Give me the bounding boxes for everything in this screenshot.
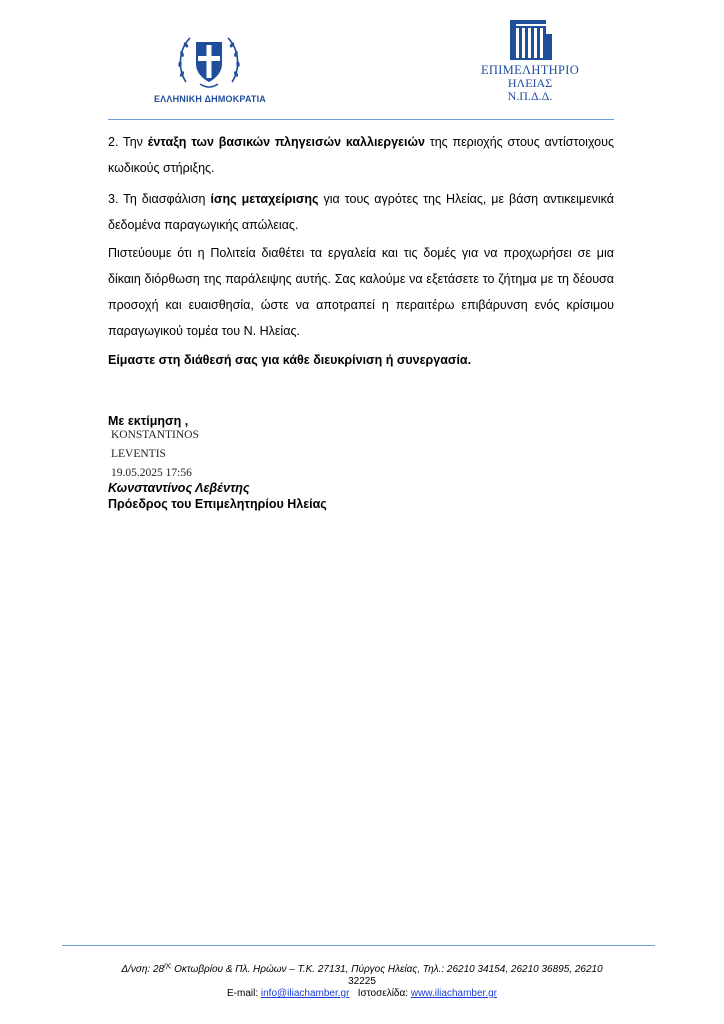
paragraph-item-2	[108, 129, 614, 181]
digital-signature-name2: LEVENTIS	[111, 448, 166, 460]
address-suffix: Οκτωβρίου & Πλ. Ηρώων – Τ.Κ. 27131, Πύργος Ηλείας, Τηλ.: 26210 34154, 26210 36895, 26210	[171, 964, 603, 976]
footer-divider	[62, 945, 655, 946]
p1-bold: ένταξη των βασικών πληγεισών καλλιεργειών	[147, 135, 425, 149]
address-prefix: Δ/νση: 28	[121, 964, 165, 976]
header-divider	[108, 119, 614, 120]
p1-prefix: 2. Την	[108, 135, 148, 149]
digital-signature-timestamp: 19.05.2025 17:56	[111, 467, 192, 479]
paragraph-item-3	[108, 186, 614, 238]
p2-suffix: για τους αγρότες της Ηλείας, με βάση αντικειμενικά δεδομένα παραγωγικής απώλειας.	[108, 192, 614, 232]
greek-republic-emblem	[176, 30, 242, 92]
footer-address-cont: 32225	[348, 976, 376, 987]
p2-bold: ίσης μεταχείρισης	[210, 192, 319, 206]
website-link[interactable]: www.iliachamber.gr	[410, 988, 497, 999]
chamber-name-line2: ΗΛΕΙΑΣ	[507, 76, 553, 90]
chamber-logo	[506, 18, 556, 62]
p2-prefix: 3. Τη διασφάλιση	[108, 192, 211, 206]
signatory-name: Κωνσταντίνος Λεβέντης	[108, 481, 250, 495]
signature-greeting: Με εκτίμηση ,	[108, 414, 189, 428]
footer-contacts	[60, 988, 664, 999]
p1-suffix: της περιοχής στους αντίστοιχους κωδικούς στήριξης.	[108, 135, 614, 175]
chamber-name	[440, 64, 620, 103]
chamber-name-line3: Ν.Π.Δ.Δ.	[507, 89, 553, 103]
paragraph-belief: Πιστεύουμε ότι η Πολιτεία διαθέτει τα εργαλεία και τις δομές για να προχωρήσει σε μια δίκαιη διόρθωση της παράλειψης αυτής. Σας καλούμε να εξετάσετε το ζήτημα με τη δέουσα προσοχή και ευαισθησία, ώστε να αποτραπεί η περαιτέρω επιβάρυνση ενός κρίσιμου παραγωγικού τομέα του Ν. Ηλείας.	[108, 246, 614, 338]
email-link[interactable]: info@iliachamber.gr	[260, 988, 350, 999]
signatory-title: Πρόεδρος του Επιμελητηρίου Ηλείας	[108, 497, 327, 511]
paragraph-availability: Είμαστε στη διάθεσή σας για κάθε διευκρίνιση ή συνεργασία.	[108, 353, 472, 367]
email-label: E-mail:	[226, 988, 261, 999]
digital-signature-name1: KONSTANTINOS	[111, 429, 199, 441]
address-sup: ης	[164, 963, 172, 970]
footer-address	[60, 963, 664, 975]
chamber-name-line1: ΕΠΙΜΕΛΗΤΗΡΙΟ	[480, 63, 580, 77]
greek-republic-label: ΕΛΛΗΝΙΚΗ ΔΗΜΟΚΡΑΤΙΑ	[153, 94, 267, 104]
website-label: Ιστοσελίδα:	[349, 988, 411, 999]
